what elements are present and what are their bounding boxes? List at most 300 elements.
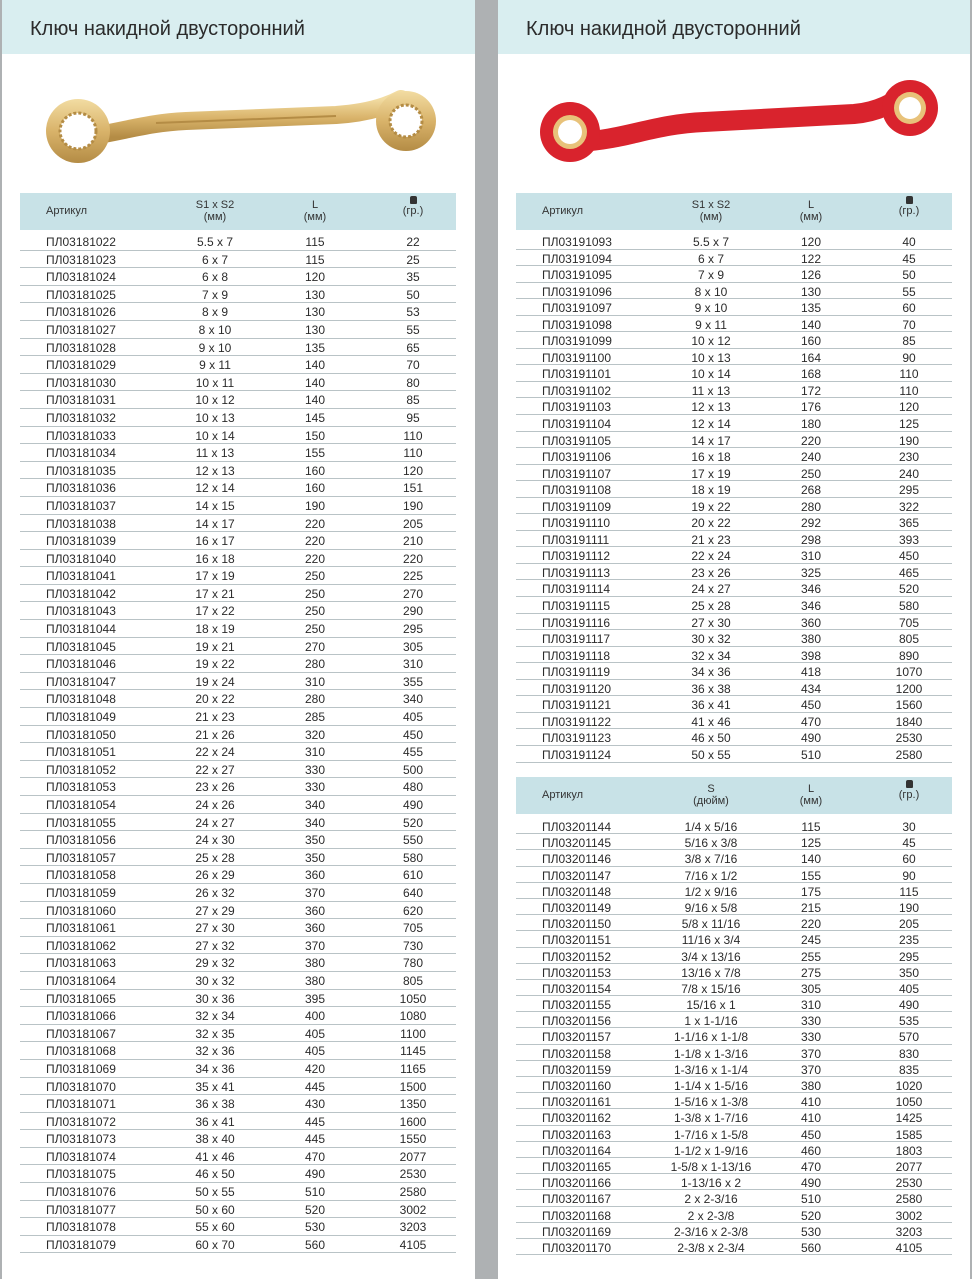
article-cell: ПЛ03181032 (46, 410, 116, 425)
table-row (20, 1042, 456, 1060)
weight-cell: 890 (898, 648, 920, 663)
size-label: S1 x S2 (691, 199, 731, 211)
weight-cell: 90 (902, 350, 916, 365)
article-cell: ПЛ03201155 (542, 998, 611, 1013)
article-cell: ПЛ03191110 (542, 516, 611, 531)
article-cell: ПЛ03201163 (542, 1127, 611, 1142)
article-cell: ПЛ03181076 (46, 1185, 116, 1200)
table-row (516, 996, 952, 1012)
length-cell: 530 (800, 1224, 822, 1239)
size-cell: 17 x 19 (195, 569, 235, 584)
article-cell: ПЛ03191113 (542, 565, 611, 580)
article-cell: ПЛ03181053 (46, 780, 116, 795)
size-cell: 22 x 24 (195, 745, 235, 760)
article-cell: ПЛ03191098 (542, 317, 612, 332)
brass-wrench-image (36, 85, 446, 175)
table-row (516, 1158, 952, 1174)
length-cell: 310 (800, 549, 822, 564)
weight-cell: 60 (902, 301, 916, 316)
article-cell: ПЛ03191120 (542, 681, 611, 696)
article-cell: ПЛ03181069 (46, 1061, 116, 1076)
size-cell: 1-1/2 x 1-9/16 (673, 1143, 749, 1158)
article-cell: ПЛ03181078 (46, 1220, 116, 1235)
weight-cell: 115 (899, 884, 919, 899)
length-cell: 310 (304, 674, 326, 689)
table-row (20, 515, 456, 533)
length-cell: 346 (800, 599, 822, 614)
right-table-header (516, 193, 952, 230)
length-cell: 434 (800, 681, 822, 696)
article-cell: ПЛ03191114 (542, 582, 611, 597)
length-cell: 370 (304, 938, 326, 953)
length-cell: 250 (304, 569, 326, 584)
weight-cell: 1803 (895, 1143, 923, 1158)
weight-cell: 80 (406, 375, 420, 390)
weight-icon (906, 196, 913, 204)
length-cell: 370 (800, 1062, 822, 1077)
table-row (20, 444, 456, 462)
size-unit: (мм) (203, 211, 227, 223)
article-cell: ПЛ03191108 (542, 483, 611, 498)
size-label: S1 x S2 (195, 199, 235, 211)
column-header-article: Артикул (542, 205, 584, 217)
article-cell: ПЛ03191101 (542, 367, 611, 382)
size-cell: 1-13/16 x 2 (680, 1176, 742, 1191)
article-cell: ПЛ03201161 (542, 1095, 611, 1110)
article-cell: ПЛ03201145 (542, 836, 611, 851)
weight-cell: 205 (402, 516, 424, 531)
length-cell: 175 (800, 884, 822, 899)
article-cell: ПЛ03201157 (542, 1030, 611, 1045)
article-cell: ПЛ03181071 (46, 1097, 116, 1112)
table-row (516, 614, 952, 631)
length-cell: 490 (304, 1167, 326, 1182)
weight-cell: 4105 (399, 1237, 427, 1252)
weight-cell: 70 (406, 358, 420, 373)
weight-cell: 1600 (399, 1114, 427, 1129)
length-cell: 120 (304, 270, 326, 285)
article-cell: ПЛ03181048 (46, 692, 116, 707)
table-row (516, 1077, 952, 1093)
weight-cell: 110 (899, 367, 919, 382)
length-cell: 380 (800, 632, 822, 647)
left-table-body (20, 233, 456, 1253)
article-cell: ПЛ03181062 (46, 938, 116, 953)
size-cell: 34 x 36 (195, 1061, 235, 1076)
size-cell: 1-1/8 x 1-3/16 (673, 1046, 749, 1061)
article-cell: ПЛ03201144 (542, 820, 611, 834)
table-row (20, 990, 456, 1008)
weight-cell: 1165 (400, 1061, 426, 1076)
article-cell: ПЛ03181035 (46, 463, 116, 478)
weight-cell: 151 (402, 481, 424, 496)
table-row (516, 1223, 952, 1239)
table-row (516, 250, 952, 267)
article-cell: ПЛ03181055 (46, 815, 116, 830)
length-cell: 420 (304, 1061, 326, 1076)
table-row (516, 1012, 952, 1028)
column-header-weight (866, 193, 952, 230)
article-cell: ПЛ03201168 (542, 1208, 611, 1223)
size-cell: 7/16 x 1/2 (684, 868, 738, 883)
size-cell: 26 x 32 (195, 885, 235, 900)
right-panel-title: Ключ накидной двусторонний (526, 18, 801, 40)
article-cell: ПЛ03181049 (46, 710, 116, 725)
length-cell: 220 (304, 516, 326, 531)
length-cell: 145 (304, 410, 326, 425)
length-cell: 490 (800, 731, 822, 746)
weight-cell: 295 (898, 483, 920, 498)
weight-cell: 393 (898, 532, 920, 547)
weight-cell: 120 (898, 400, 920, 415)
size-cell: 2-3/16 x 2-3/8 (673, 1224, 749, 1239)
size-cell: 22 x 27 (195, 762, 235, 777)
weight-cell: 50 (902, 268, 916, 283)
length-cell: 126 (800, 268, 822, 283)
weight-cell: 1585 (895, 1127, 923, 1142)
weight-cell: 235 (898, 933, 920, 948)
size-cell: 32 x 34 (195, 1009, 235, 1024)
article-cell: ПЛ03191093 (542, 235, 612, 249)
weight-cell: 2580 (895, 1192, 923, 1207)
article-cell: ПЛ03181031 (46, 393, 116, 408)
size-cell: 7 x 9 (201, 287, 228, 302)
length-cell: 130 (800, 284, 822, 299)
length-cell: 360 (800, 615, 822, 630)
table-row (516, 398, 952, 415)
table-row (516, 531, 952, 548)
size-cell: 11 x 13 (691, 383, 731, 398)
size-cell: 6 x 8 (201, 270, 228, 285)
length-cell: 140 (800, 317, 822, 332)
table-row (20, 1183, 456, 1201)
table-row (20, 620, 456, 638)
length-cell: 460 (800, 1143, 822, 1158)
length-cell: 470 (800, 1159, 822, 1174)
article-cell: ПЛ03181051 (46, 745, 116, 760)
table-row (20, 251, 456, 269)
article-cell: ПЛ03181060 (46, 903, 116, 918)
size-cell: 12 x 14 (691, 417, 731, 432)
length-label: L (807, 199, 815, 211)
length-cell: 220 (800, 917, 822, 932)
table-row (516, 818, 952, 834)
size-cell: 3/4 x 13/16 (681, 949, 741, 964)
article-cell: ПЛ03181045 (46, 639, 116, 654)
article-cell: ПЛ03181068 (46, 1044, 116, 1059)
size-cell: 27 x 30 (195, 921, 235, 936)
size-unit: (мм) (699, 211, 723, 223)
article-cell: ПЛ03181079 (46, 1237, 116, 1252)
article-cell: ПЛ03181047 (46, 674, 116, 689)
column-header-article: Артикул (46, 205, 88, 217)
size-cell: 14 x 17 (195, 516, 235, 531)
length-cell: 405 (304, 1044, 326, 1059)
weight-cell: 1350 (399, 1097, 427, 1112)
size-cell: 32 x 34 (691, 648, 731, 663)
weight-cell: 580 (402, 850, 424, 865)
length-cell: 220 (800, 433, 822, 448)
length-cell: 310 (800, 998, 822, 1013)
table-row (516, 299, 952, 316)
size-cell: 9/16 x 5/8 (684, 900, 738, 915)
size-cell: 50 x 60 (195, 1202, 235, 1217)
column-header-weight (866, 777, 952, 814)
table-row (516, 597, 952, 614)
size-cell: 27 x 30 (691, 615, 731, 630)
size-cell: 36 x 41 (195, 1114, 235, 1129)
size-cell: 14 x 17 (691, 433, 731, 448)
weight-cell: 550 (402, 833, 424, 848)
table-row (20, 550, 456, 568)
inch-table-header (516, 777, 952, 814)
article-cell: ПЛ03191112 (542, 549, 611, 564)
article-cell: ПЛ03181059 (46, 885, 116, 900)
weight-cell: 190 (402, 498, 424, 513)
length-cell: 330 (800, 1030, 822, 1045)
table-row (516, 547, 952, 564)
table-row (20, 638, 456, 656)
length-cell: 240 (800, 450, 822, 465)
weight-cell: 295 (402, 622, 424, 637)
size-cell: 19 x 22 (691, 499, 731, 514)
length-cell: 320 (304, 727, 326, 742)
length-label: L (807, 783, 815, 795)
weight-cell: 2077 (399, 1149, 427, 1164)
length-cell: 520 (304, 1202, 326, 1217)
table-row (516, 931, 952, 947)
table-row (20, 919, 456, 937)
table-row (516, 465, 952, 482)
length-cell: 168 (800, 367, 822, 382)
table-row (20, 1130, 456, 1148)
weight-cell: 1550 (399, 1132, 427, 1147)
article-cell: ПЛ03181046 (46, 657, 116, 672)
table-row (20, 884, 456, 902)
article-cell: ПЛ03181038 (46, 516, 116, 531)
length-cell: 445 (304, 1114, 326, 1129)
article-cell: ПЛ03191099 (542, 334, 612, 349)
table-row (516, 630, 952, 647)
table-row (516, 1093, 952, 1109)
length-cell: 220 (304, 534, 326, 549)
article-cell: ПЛ03191124 (542, 747, 611, 762)
length-cell: 380 (800, 1079, 822, 1093)
size-cell: 8 x 10 (198, 322, 232, 337)
article-cell: ПЛ03181073 (46, 1132, 116, 1147)
table-row (20, 427, 456, 445)
article-cell: ПЛ03191097 (542, 301, 612, 316)
size-cell: 36 x 41 (691, 698, 731, 713)
length-cell: 135 (800, 301, 822, 316)
length-cell: 245 (800, 933, 822, 948)
size-cell: 16 x 18 (195, 551, 235, 566)
weight-cell: 730 (402, 938, 424, 953)
weight-cell: 50 (406, 287, 420, 302)
length-cell: 155 (800, 868, 822, 883)
table-row (20, 1007, 456, 1025)
column-header-length (270, 193, 360, 230)
size-cell: 23 x 26 (691, 565, 731, 580)
table-row (516, 964, 952, 980)
length-cell: 160 (304, 481, 326, 496)
length-cell: 160 (800, 334, 822, 349)
length-cell: 398 (800, 648, 822, 663)
length-cell: 190 (304, 498, 326, 513)
size-cell: 46 x 50 (691, 731, 731, 746)
size-cell: 18 x 19 (691, 483, 731, 498)
article-cell: ПЛ03191119 (542, 665, 611, 680)
weight-cell: 85 (902, 334, 916, 349)
article-cell: ПЛ03201152 (542, 949, 611, 964)
table-row (516, 647, 952, 664)
weight-cell: 45 (902, 251, 916, 266)
length-cell: 122 (800, 251, 822, 266)
article-cell: ПЛ03191102 (542, 383, 611, 398)
size-cell: 9 x 11 (695, 317, 727, 332)
length-cell: 400 (304, 1009, 326, 1024)
weight-cell: 3203 (399, 1220, 427, 1235)
size-cell: 10 x 11 (195, 375, 235, 390)
size-cell: 16 x 17 (195, 534, 235, 549)
length-cell: 164 (800, 350, 822, 365)
length-cell: 340 (304, 815, 326, 830)
size-cell: 50 x 55 (195, 1185, 235, 1200)
weight-cell: 1020 (895, 1079, 923, 1093)
article-cell: ПЛ03181028 (46, 340, 116, 355)
column-header-article: Артикул (542, 789, 584, 801)
weight-cell: 2530 (399, 1167, 427, 1182)
table-row (516, 1142, 952, 1158)
article-cell: ПЛ03181075 (46, 1167, 116, 1182)
length-cell: 418 (800, 665, 822, 680)
table-row (20, 972, 456, 990)
table-row (20, 1078, 456, 1096)
table-row (20, 1201, 456, 1219)
size-cell: 2-3/8 x 2-3/4 (677, 1240, 745, 1255)
table-row (516, 415, 952, 432)
weight-cell: 25 (406, 252, 420, 267)
size-cell: 35 x 41 (195, 1079, 235, 1094)
length-cell: 430 (304, 1097, 326, 1112)
size-cell: 24 x 27 (195, 815, 235, 830)
table-row (20, 585, 456, 603)
column-header-size (165, 193, 265, 230)
weight-cell: 270 (402, 586, 424, 601)
size-cell: 26 x 29 (195, 868, 235, 883)
size-cell: 18 x 19 (195, 622, 235, 637)
length-cell: 470 (304, 1149, 326, 1164)
column-header-size (661, 193, 761, 230)
size-label: S (707, 783, 715, 795)
weight-cell: 190 (898, 433, 920, 448)
table-row (516, 680, 952, 697)
length-cell: 220 (304, 551, 326, 566)
article-cell: ПЛ03181037 (46, 498, 116, 513)
table-row (20, 233, 456, 251)
size-cell: 21 x 26 (195, 727, 235, 742)
table-row (20, 532, 456, 550)
article-cell: ПЛ03181040 (46, 551, 116, 566)
column-header-length (766, 777, 856, 814)
table-row (516, 1045, 952, 1061)
article-cell: ПЛ03201170 (542, 1240, 611, 1255)
article-cell: ПЛ03201148 (542, 884, 611, 899)
left-catalog-panel (2, 0, 475, 1279)
length-cell: 560 (304, 1237, 326, 1252)
size-cell: 5.5 x 7 (196, 235, 234, 249)
weight-cell: 30 (902, 820, 916, 834)
table-row (20, 1218, 456, 1236)
weight-cell: 1050 (895, 1095, 923, 1110)
size-cell: 9 x 10 (694, 301, 728, 316)
article-cell: ПЛ03181061 (46, 921, 116, 936)
length-cell: 130 (304, 322, 326, 337)
left-panel-title: Ключ накидной двусторонний (30, 18, 305, 40)
weight-cell: 450 (898, 549, 920, 564)
article-cell: ПЛ03181063 (46, 956, 116, 971)
length-cell: 140 (304, 358, 326, 373)
article-cell: ПЛ03181052 (46, 762, 116, 777)
column-header-weight (370, 193, 456, 230)
weight-cell: 65 (406, 340, 420, 355)
table-row (516, 834, 952, 850)
size-cell: 1-1/4 x 1-5/16 (673, 1079, 749, 1093)
table-row (516, 1126, 952, 1142)
table-row (20, 391, 456, 409)
weight-cell: 1145 (400, 1044, 426, 1059)
table-row (516, 746, 952, 763)
size-cell: 12 x 13 (691, 400, 731, 415)
article-cell: ПЛ03181042 (46, 586, 116, 601)
weight-cell: 2530 (895, 731, 923, 746)
length-cell: 530 (304, 1220, 326, 1235)
size-cell: 11 x 13 (195, 446, 235, 461)
length-cell: 325 (800, 565, 822, 580)
size-cell: 19 x 21 (195, 639, 235, 654)
size-cell: 12 x 13 (195, 463, 235, 478)
weight-cell: 805 (898, 632, 920, 647)
table-row (20, 1165, 456, 1183)
weight-cell: 3002 (399, 1202, 427, 1217)
table-row (20, 409, 456, 427)
length-cell: 285 (304, 710, 326, 725)
article-cell: ПЛ03201146 (542, 852, 611, 867)
size-cell: 1-5/8 x 1-13/16 (670, 1159, 752, 1174)
weight-cell: 110 (403, 446, 423, 461)
article-cell: ПЛ03181026 (46, 305, 116, 320)
length-cell: 160 (304, 463, 326, 478)
article-cell: ПЛ03181074 (46, 1149, 116, 1164)
table-row (20, 356, 456, 374)
table-row (20, 866, 456, 884)
right-panel-header (498, 0, 970, 54)
size-cell: 29 x 32 (195, 956, 235, 971)
table-row (516, 729, 952, 746)
table-row (516, 1174, 952, 1190)
article-cell: ПЛ03201147 (542, 868, 611, 883)
table-row (516, 883, 952, 899)
length-cell: 560 (800, 1240, 822, 1255)
left-table-header (20, 193, 456, 230)
table-row (20, 814, 456, 832)
size-cell: 1-7/16 x 1-5/8 (673, 1127, 749, 1142)
weight-cell: 205 (898, 917, 920, 932)
length-cell: 172 (800, 383, 822, 398)
length-cell: 370 (800, 1046, 822, 1061)
length-cell: 445 (304, 1132, 326, 1147)
weight-cell: 240 (898, 466, 920, 481)
